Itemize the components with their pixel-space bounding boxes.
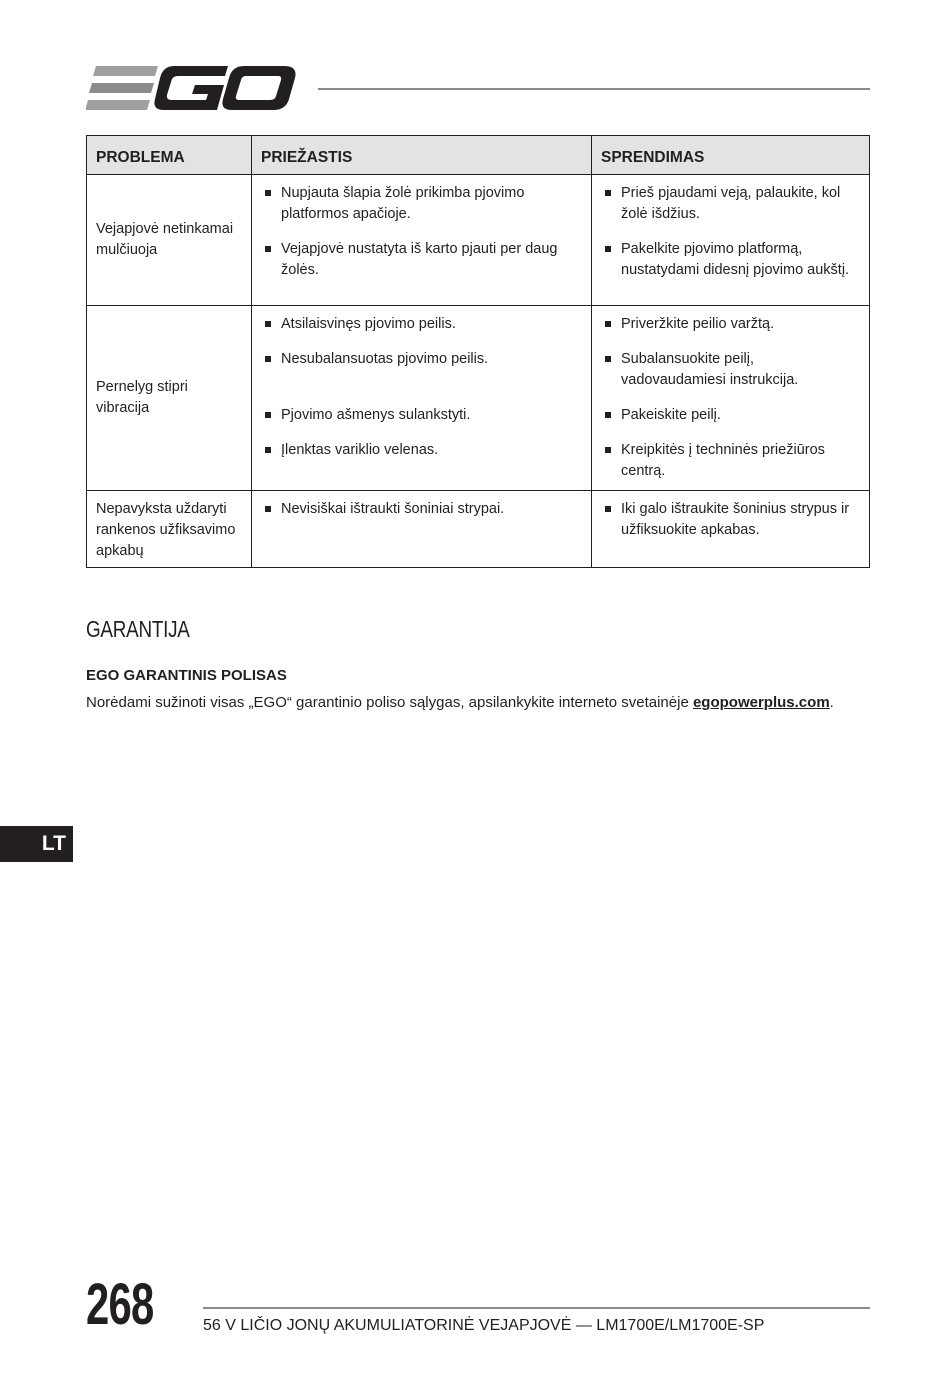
cause-item: Vejapjovė nustatyta iš karto pjauti per daug žolės. [262,239,581,281]
footer-divider [203,1307,870,1309]
warranty-text: Norėdami sužinoti visas „EGO“ garantinio poliso sąlygas, apsilankykite interneto svetainėje [86,694,693,711]
solution-item: Priveržkite peilio varžtą. [602,314,859,335]
cause-item: Nevisiškai ištraukti šoniniai strypai. [262,499,581,520]
section-title-warranty: GARANTIJA [86,616,190,642]
solution-cell [592,491,870,568]
solution-item: Kreipkitės į techninės priežiūros centrą. [602,440,859,482]
language-tab: LT [0,826,73,862]
table-row [87,175,870,306]
cause-cell [252,491,592,568]
warranty-subtitle: EGO GARANTINIS POLISAS [86,667,287,684]
cause-item: Nupjauta šlapia žolė prikimba pjovimo platformos apačioje. [262,183,581,225]
solution-item: Pakelkite pjovimo platformą, nustatydami didesnį pjovimo aukštį. [602,239,859,281]
solution-cell [592,175,870,306]
problem-cell: Pernelyg stipri vibracija [87,306,252,491]
problem-cell: Nepavyksta uždaryti rankenos užfiksavimo apkabų [87,491,252,568]
header-cause: PRIEŽASTIS [252,136,592,175]
page-number: 268 [86,1272,154,1337]
warranty-link[interactable]: egopowerplus.com [692,694,830,711]
problem-cell: Vejapjovė netinkamai mulčiuoja [87,175,252,306]
header-problem: PROBLEMA [87,136,252,175]
solution-item: Pakeiskite peilį. [602,405,859,426]
cause-item: Nesubalansuotas pjovimo peilis. [262,349,581,391]
solution-item: Subalansuokite peilį, vadovaudamiesi instrukcija. [602,349,859,391]
warranty-text-end: . [829,694,834,711]
cause-item: Pjovimo ašmenys sulankstyti. [262,405,581,426]
header-divider [318,88,870,90]
solution-item: Iki galo ištraukite šoninius strypus ir užfiksuokite apkabas. [602,499,859,541]
cause-cell [252,306,592,491]
cause-item: Atsilaisvinęs pjovimo peilis. [262,314,581,335]
table-header-row [87,136,870,175]
solution-cell [592,306,870,491]
table-row [87,306,870,491]
troubleshooting-table [86,135,870,568]
footer-title: 56 V LIČIO JONŲ AKUMULIATORINĖ VEJAPJOVĖ — LM1700E/LM1700E-SP [203,1317,765,1334]
ego-logo [86,64,298,112]
table-row [87,491,870,568]
header-solution: SPRENDIMAS [592,136,870,175]
cause-cell [252,175,592,306]
solution-item: Prieš pjaudami veją, palaukite, kol žolė išdžius. [602,183,859,225]
cause-item: Įlenktas variklio velenas. [262,440,581,461]
warranty-paragraph [86,694,834,711]
